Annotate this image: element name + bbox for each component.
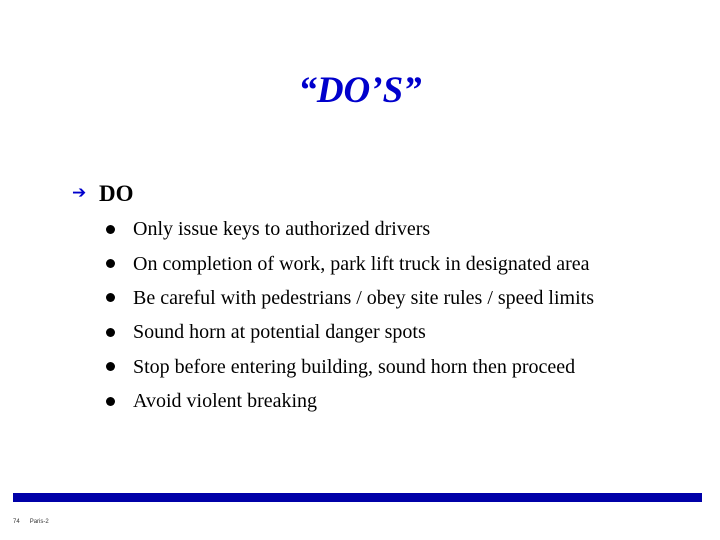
- bullet-text: On completion of work, park lift truck in designated area: [133, 252, 590, 275]
- footer-info: [13, 519, 49, 525]
- bullet-text: Stop before entering building, sound horn then proceed: [133, 355, 576, 378]
- section-header: [72, 178, 134, 208]
- bullet-text: Only issue keys to authorized drivers: [133, 218, 431, 241]
- bullet-text: Avoid violent breaking: [133, 390, 318, 413]
- bullet-dot-icon: [106, 293, 115, 302]
- bullet-dot-icon: [106, 259, 115, 268]
- footer-bar: [13, 493, 702, 502]
- bullet-item: [106, 281, 594, 315]
- footer-code: Paris-2: [29, 519, 49, 525]
- bullet-item: [106, 384, 594, 418]
- bullet-item: [106, 246, 594, 280]
- bullet-item: [106, 315, 594, 349]
- bullet-dot-icon: [106, 328, 115, 337]
- bullet-dot-icon: [106, 397, 115, 406]
- slide-title: “DO’S”: [298, 70, 422, 111]
- page-number: 74: [13, 519, 20, 525]
- bullet-text: Be careful with pedestrians / obey site rules / speed limits: [133, 286, 594, 309]
- bullet-text: Sound horn at potential danger spots: [133, 321, 426, 344]
- bullet-dot-icon: [106, 225, 115, 234]
- bullet-list: [106, 212, 594, 418]
- bullet-item: [106, 212, 594, 246]
- right-arrow-icon: ➔: [72, 182, 87, 203]
- bullet-item: [106, 350, 594, 384]
- section-heading: DO: [99, 180, 134, 206]
- bullet-dot-icon: [106, 362, 115, 371]
